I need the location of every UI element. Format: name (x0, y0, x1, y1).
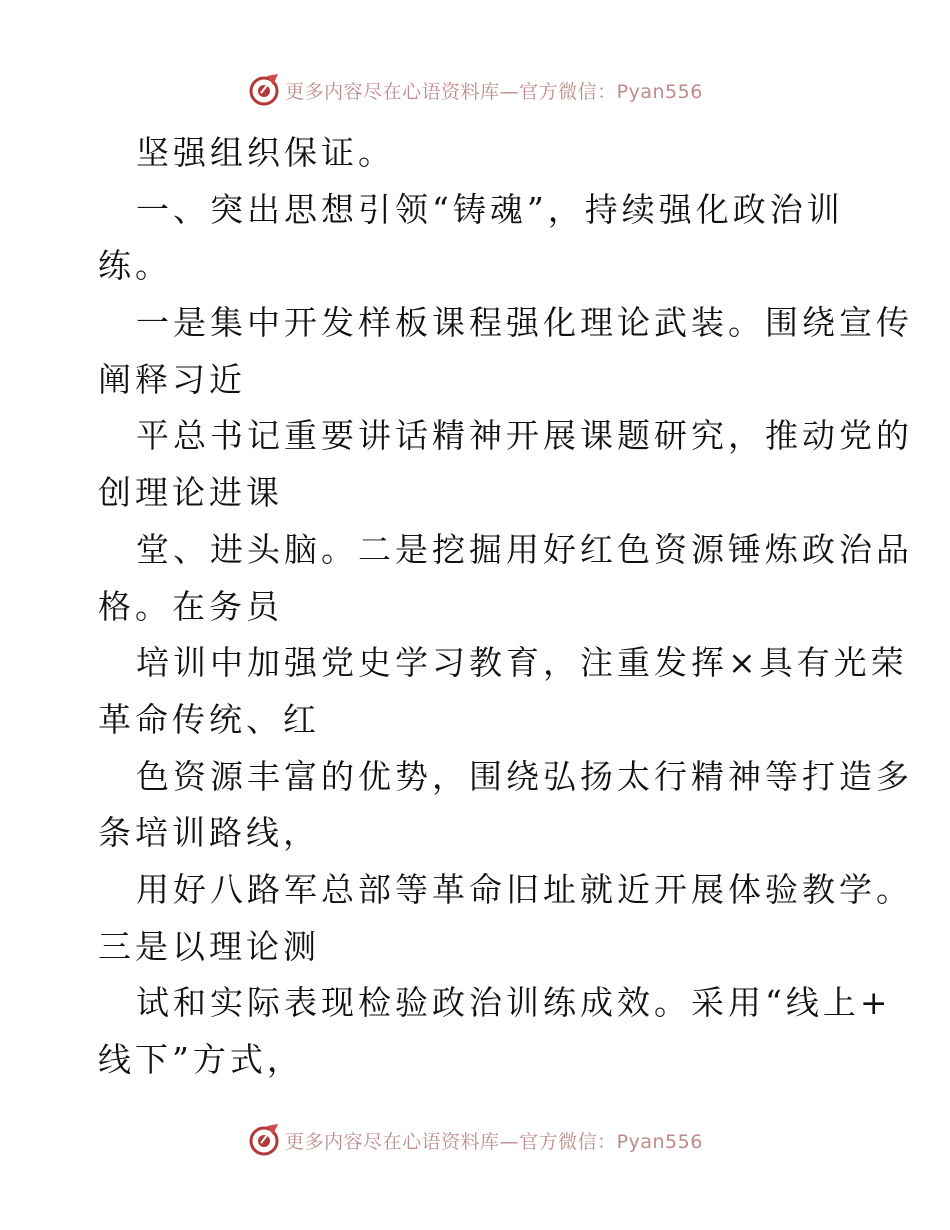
text-line: 格。在务员 (98, 586, 283, 626)
text-line: 色资源丰富的优势，围绕弘扬太行精神等打造多 (136, 756, 913, 796)
footer-banner (0, 1120, 950, 1160)
text-line: 创理论进课 (98, 473, 283, 513)
quill-pen-logo-icon (247, 1123, 281, 1157)
text-line: 用好八路军总部等革命旧址就近开展体验教学。 (136, 869, 913, 909)
text-line: 条培训路线， (98, 813, 320, 853)
text-line: 堂、进头脑。二是挖掘用好红色资源锤炼政治品 (136, 529, 913, 569)
document-body (98, 125, 913, 1089)
text-line: 练。 (98, 246, 172, 286)
footer-banner-text: 更多内容尽在心语资料库—官方微信：Pyan556 (285, 1130, 703, 1153)
text-line: 培训中加强党史学习教育，注重发挥×具有光荣 (136, 643, 908, 683)
header-banner-text: 更多内容尽在心语资料库—官方微信：Pyan556 (285, 80, 703, 103)
header-banner (0, 70, 950, 110)
text-line: 平总书记重要讲话精神开展课题研究，推动党的 (136, 416, 913, 456)
quill-pen-logo-icon (247, 73, 281, 107)
text-line: 一是集中开发样板课程强化理论武装。围绕宣传 (136, 303, 913, 343)
text-line: 试和实际表现检验政治训练成效。采用“线上+ (136, 983, 892, 1023)
text-line: 革命传统、红 (98, 699, 320, 739)
text-line: 阐释习近 (98, 359, 246, 399)
text-line: 一、突出思想引领“铸魂”，持续强化政治训 (136, 189, 844, 229)
text-line: 三是以理论测 (98, 926, 320, 966)
text-line: 线下”方式， (98, 1040, 304, 1079)
text-line: 坚强组织保证。 (136, 133, 395, 172)
